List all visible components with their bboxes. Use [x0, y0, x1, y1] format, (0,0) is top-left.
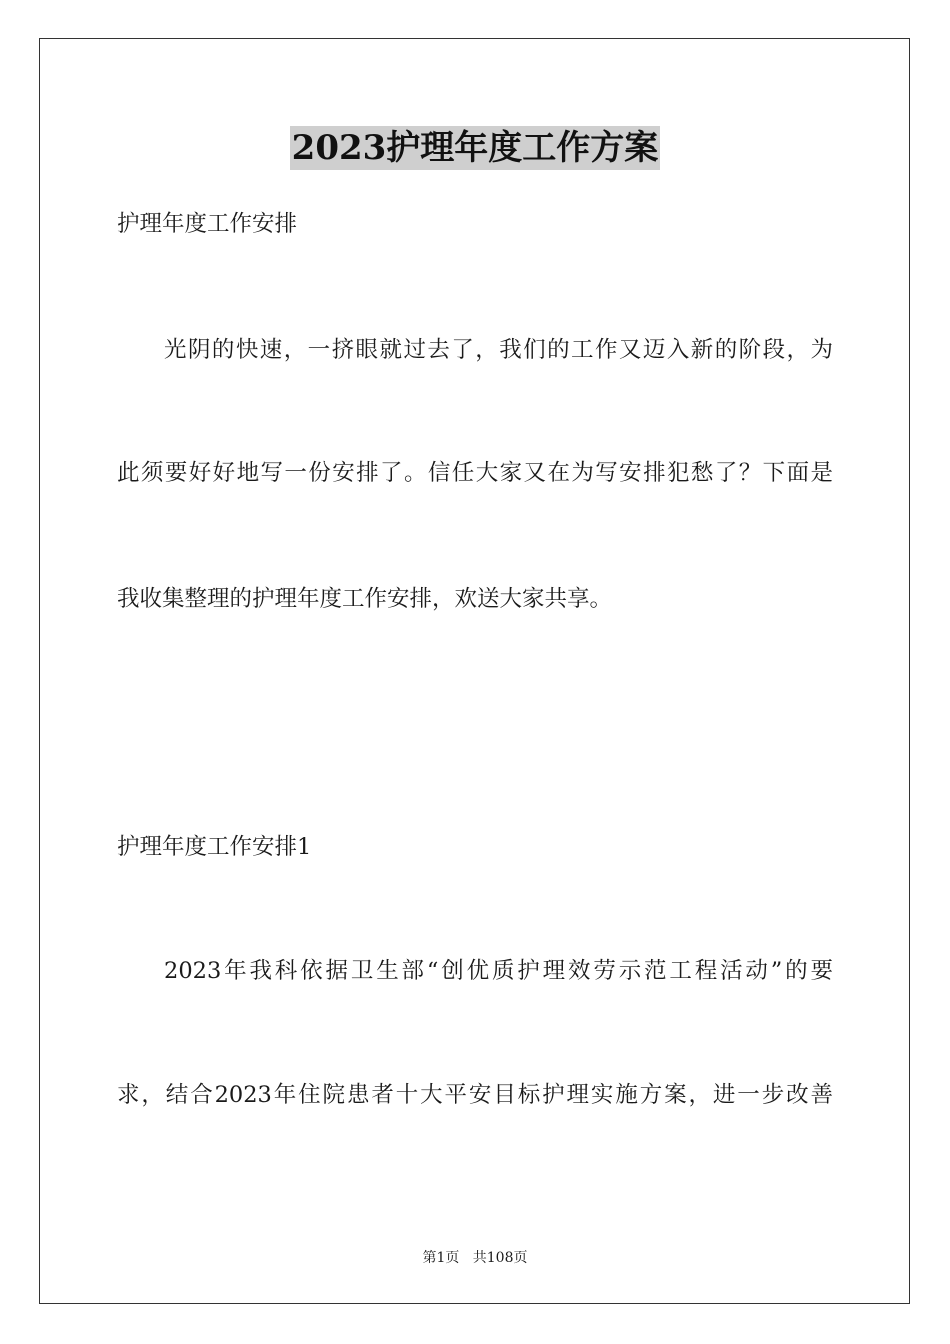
title-container	[0, 126, 950, 170]
page-total: 共108页	[472, 1250, 528, 1266]
paragraph-line: 此须要好好地写一份安排了。信任大家又在为写安排犯愁了？下面是	[117, 460, 833, 486]
page-footer	[0, 1247, 950, 1267]
paragraph-line: 求，结合2023年住院患者十大平安目标护理实施方案，进一步改善	[117, 1082, 833, 1108]
paragraph-line: 2023年我科依据卫生部“创优质护理效劳示范工程活动”的要	[164, 958, 833, 984]
document-title: 2023护理年度工作方案	[291, 128, 659, 168]
paragraph-line: 我收集整理的护理年度工作安排，欢送大家共享。	[117, 586, 613, 612]
section-heading: 护理年度工作安排1	[117, 834, 312, 860]
page-number: 第1页	[422, 1250, 460, 1266]
section-heading: 护理年度工作安排	[117, 211, 298, 237]
paragraph-line: 光阴的快速，一挤眼就过去了，我们的工作又迈入新的阶段，为	[164, 337, 833, 363]
